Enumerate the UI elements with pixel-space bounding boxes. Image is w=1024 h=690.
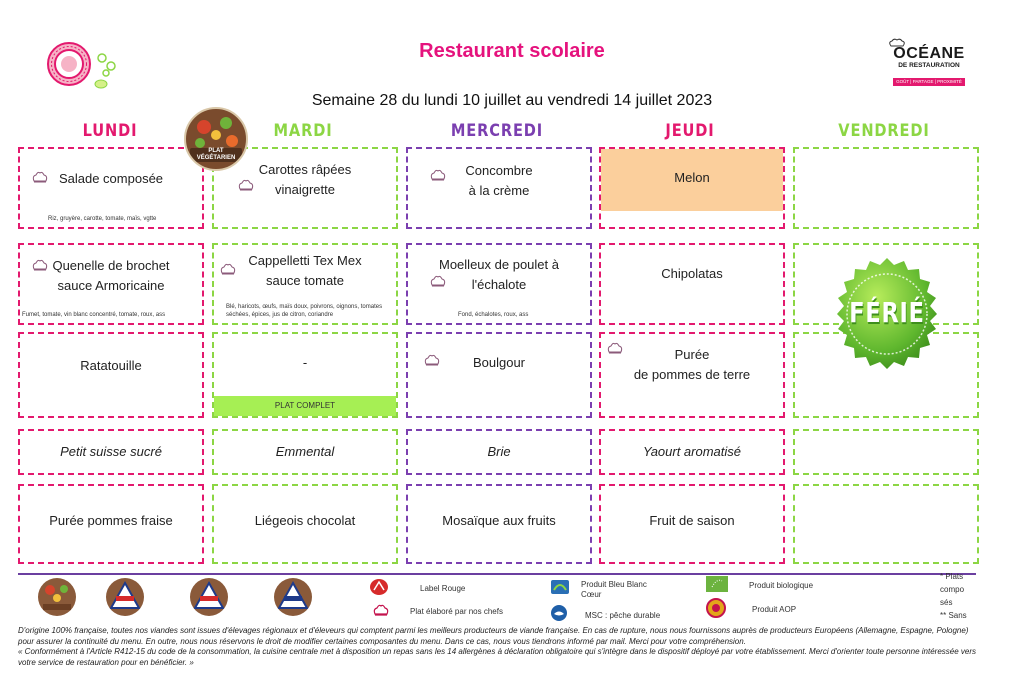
legend-bleu-blanc-coeur-2: Cœur (581, 590, 602, 599)
footer-disclaimer: D'origine 100% française, toutes nos viandes sont issues d'élevages régionaux et d'éleveurs qui comptent parmi les meilleurs producteurs de viande française. En cas de rupture, nous nous fournissons auprès de producteurs Européens (Allemagne, Espagne, Pologne) pour assurer la continuité du menu. En outre, nous nous réservons le droit de modifier certaines composantes du menu. Dans ce cas, nous vous tiendrons informé par mail. Merci pour votre compréhension. « Conformément à l'Article R412-15 du code de la consommation, la cuisine centrale met à disposition un repas sans les 14 allergènes à déclaration obligatoire qui s'intègre dans le dispositif déployé par votre établissement. Merci d'orienter toute personne intéressée vers votre service de restauration pour en bénéficier. » (18, 626, 976, 667)
menu-cell-mardi-dairy (212, 429, 398, 475)
dish-name: Mosaïque aux fruits (442, 512, 556, 528)
dish-name: Purée pommes fraise (49, 512, 173, 528)
msc-icon (550, 604, 568, 622)
dish-name: Chipolatas (661, 265, 723, 281)
dish-name: Moelleux de poulet à l'échalote (439, 256, 559, 292)
plat-complet-tag: PLAT COMPLET (214, 396, 396, 416)
menu-cell-mercredi-starter (406, 147, 592, 229)
brand-sub: DE RESTAURATION (898, 62, 960, 69)
bleu-blanc-coeur-icon (550, 578, 570, 596)
menu-cell-vendredi-dessert (793, 484, 979, 564)
brand-tagline: GOÛT | PARTAGE | PROXIMITÉ (893, 78, 965, 86)
menu-cell-vendredi-dairy (793, 429, 979, 475)
day-header-mardi: MARDI (273, 121, 333, 141)
day-header-jeudi: JEUDI (665, 121, 715, 141)
ingredients: Riz, gruyère, carotte, tomate, maïs, vgtte (48, 215, 157, 222)
dish-name: Quenelle de brochet sauce Armoricaine (52, 257, 170, 293)
menu-cell-jeudi-side (599, 332, 785, 418)
dish-name: Ratatouille (80, 357, 142, 373)
dish-name: Fruit de saison (649, 512, 735, 528)
menu-cell-vendredi-starter (793, 147, 979, 229)
dish-name: Purée de pommes de terre (633, 346, 751, 382)
legend-notes: * Plats compo sés ** Sans (940, 572, 967, 620)
page-title: Restaurant scolaire (419, 40, 605, 62)
legend-aop: Produit AOP (752, 605, 797, 614)
porc-francais-logo (190, 578, 228, 616)
menu-cell-mercredi-side (406, 332, 592, 418)
dish-name: Cappelletti Tex Mex sauce tomate (248, 252, 362, 288)
menu-cell-mardi-side (212, 332, 398, 418)
dish-name: Yaourt aromatisé (642, 443, 742, 459)
ingredients: Fond, échalotes, roux, ass (458, 311, 529, 318)
legend-bio: Produit biologique (749, 581, 814, 590)
label-rouge-icon (369, 578, 389, 596)
brand-logo (884, 38, 974, 82)
legend-chef: Plat élaboré par nos chefs (410, 607, 503, 616)
legend-msc: MSC : pêche durable (585, 611, 661, 620)
menu-cell-mardi-dessert (212, 484, 398, 564)
dish-name: Carottes râpées vinaigrette (258, 161, 352, 197)
legend-bleu-blanc-coeur-1: Produit Bleu Blanc (581, 580, 647, 589)
dish-name: Petit suisse sucré (60, 443, 162, 459)
dish-name: Emmental (275, 443, 335, 459)
menu-cell-lundi-main (18, 243, 204, 325)
menu-cell-lundi-dessert (18, 484, 204, 564)
chef-hat-icon (373, 604, 389, 616)
footer-separator (18, 573, 976, 575)
legend-label-rouge: Label Rouge (420, 584, 466, 593)
menu-cell-jeudi-dessert (599, 484, 785, 564)
menu-cell-jeudi-dairy (599, 429, 785, 475)
brand-name: OCÉANE (893, 45, 965, 62)
dish-name: Brie (487, 443, 511, 459)
week-subtitle: Semaine 28 du lundi 10 juillet au vendredi 14 juillet 2023 (311, 92, 713, 109)
day-header-mercredi: MERCREDI (450, 121, 544, 141)
menu-cell-mercredi-main (406, 243, 592, 325)
vegetarian-badge (184, 107, 248, 171)
ingredients: Fumet, tomate, vin blanc concentré, tomate, roux, ass (22, 311, 166, 318)
menu-cell-jeudi-main (599, 243, 785, 325)
menu-cell-lundi-dairy (18, 429, 204, 475)
menu-cell-jeudi-starter (599, 147, 785, 229)
menu-cell-lundi-side (18, 332, 204, 418)
menu-cell-mardi-main (212, 243, 398, 325)
menu-cell-lundi-starter (18, 147, 204, 229)
ingredients: Blé, haricots, œufs, maïs doux, poivrons, oignons, tomates séchées, épices, jus de citron, coriandre (226, 304, 383, 318)
dish-name: Melon (674, 169, 710, 185)
holiday-seal (826, 256, 948, 378)
dish-name: Liégeois chocolat (254, 512, 356, 528)
dish-name: Boulgour (472, 354, 526, 370)
viande-bovine-logo (106, 578, 144, 616)
dish-name: - (302, 354, 308, 370)
day-header-vendredi: VENDREDI (838, 121, 930, 141)
vegetarian-logo (38, 578, 76, 616)
menu-cell-mercredi-dessert (406, 484, 592, 564)
holiday-label: FÉRIÉ (849, 296, 925, 329)
bio-leaf-icon (706, 576, 728, 592)
volaille-francaise-logo (274, 578, 312, 616)
aop-seal-icon (706, 598, 726, 618)
day-header-lundi: LUNDI (82, 121, 138, 141)
vegetarian-badge-label: PLAT VÉGÉTARIEN (190, 148, 242, 162)
dish-name: Salade composée (58, 170, 164, 186)
dish-name: Concombre à la crème (465, 162, 533, 198)
menu-cell-mercredi-dairy (406, 429, 592, 475)
